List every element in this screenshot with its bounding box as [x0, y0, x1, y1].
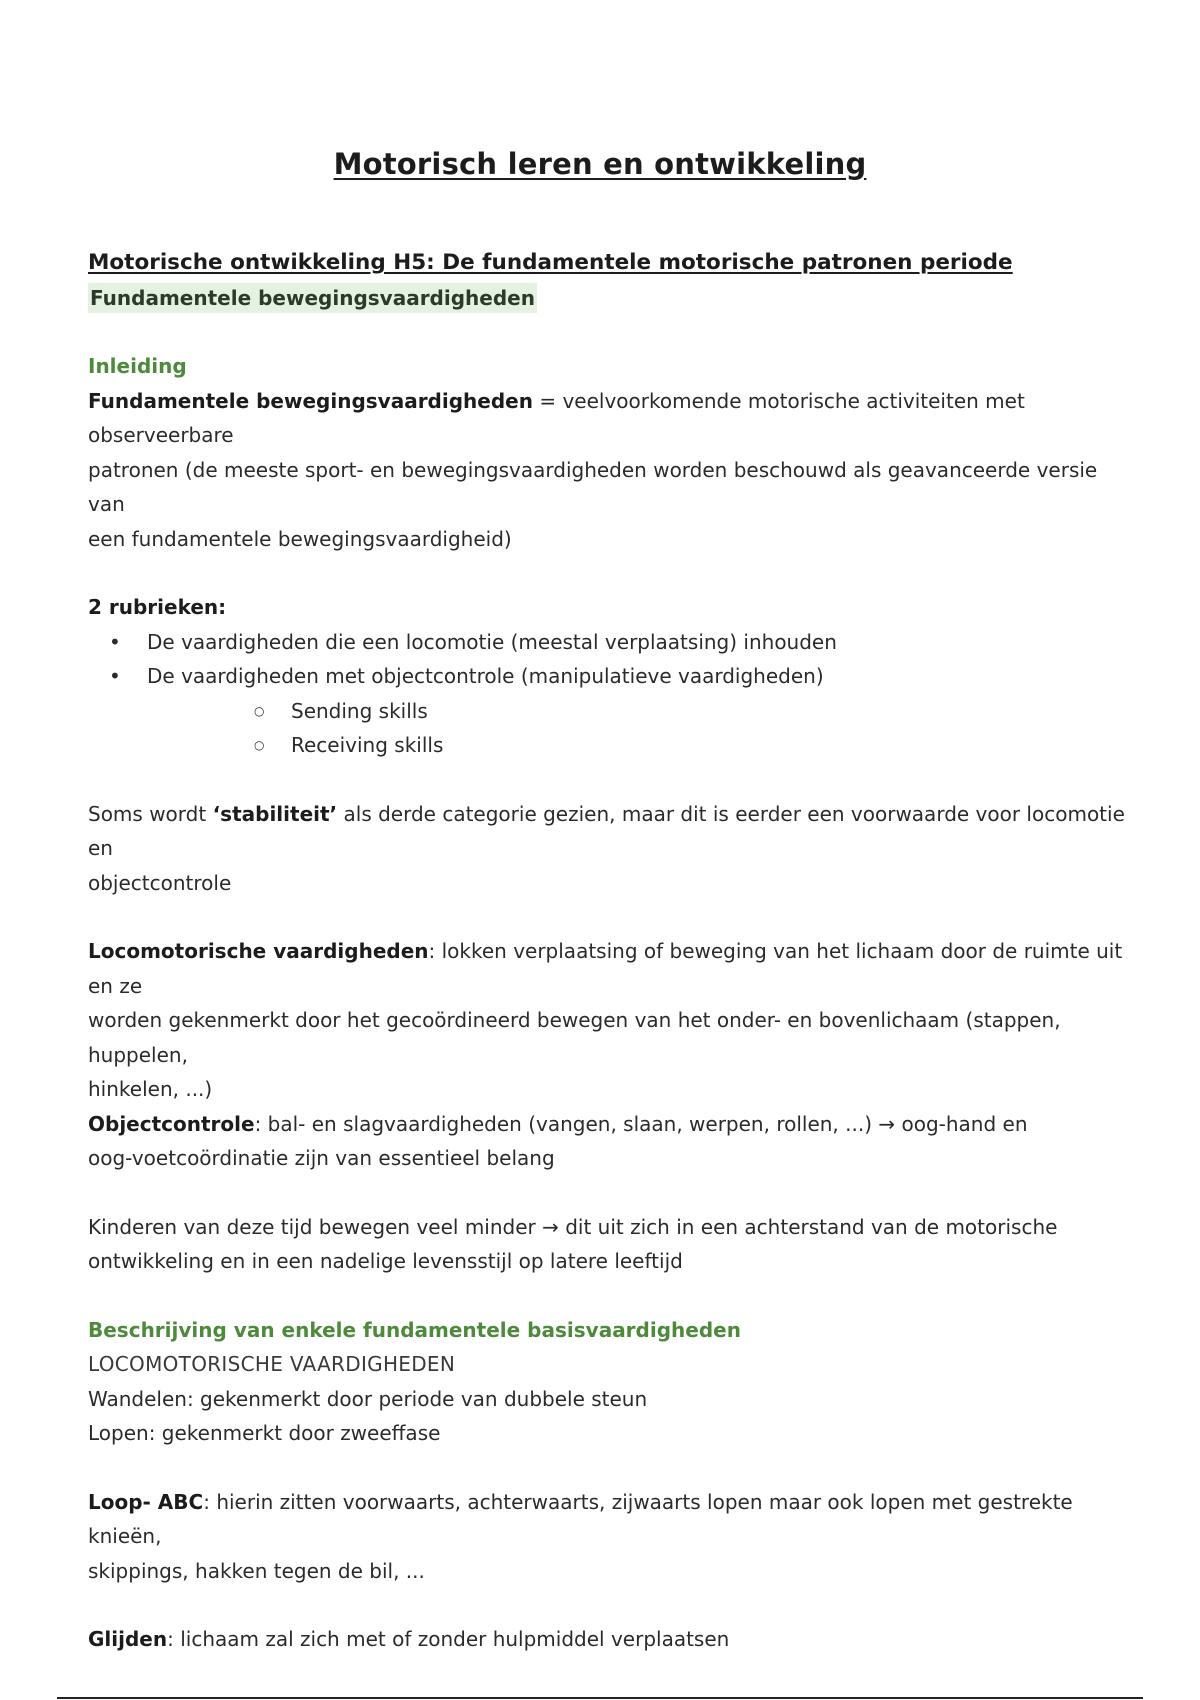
locomotorische-subheading: LOCOMOTORISCHE VAARDIGHEDEN	[88, 1352, 456, 1376]
page-title: Motorisch leren en ontwikkeling	[333, 147, 867, 181]
glijden-paragraph: Glijden: lichaam zal zich met of zonder hulpmiddel verplaatsen	[88, 1627, 730, 1651]
loop-abc-line-2: skippings, hakken tegen de bil, ...	[88, 1558, 425, 1583]
beschrijving-heading: Beschrijving van enkele fundamentele basisvaardigheden	[88, 1317, 741, 1342]
list-item: • De vaardigheden met objectcontrole (manipulatieve vaardigheden)	[88, 659, 1138, 694]
definition-line-3: een fundamentele bewegingsvaardigheid)	[88, 526, 512, 551]
definition-paragraph: Fundamentele bewegingsvaardigheden = veelvoorkomende motorische activiteiten met observeerbare	[88, 388, 1025, 447]
locomotorisch-paragraph: Locomotorische vaardigheden: lokken verplaatsing of beweging van het lichaam door de ruimte uit en ze	[88, 939, 1123, 998]
lopen-line: Lopen: gekenmerkt door zweeffase	[88, 1421, 441, 1445]
wandelen-line: Wandelen: gekenmerkt door periode van dubbele steun	[88, 1386, 648, 1411]
locomotorisch-line-3: hinkelen, ...)	[88, 1077, 213, 1101]
definition-term: Fundamentele bewegingsvaardigheden	[88, 388, 533, 413]
locomotorisch-line-2: worden gekenmerkt door het gecoördineerd bewegen van het onder- en bovenlichaam (stappen, huppelen,	[88, 1008, 1061, 1067]
definition-line-2: patronen (de meeste sport- en bewegingsvaardigheden worden beschouwd als geavanceerde versie van	[88, 457, 1098, 516]
stabiliteit-line-2: objectcontrole	[88, 870, 232, 895]
section-highlight: Fundamentele bewegingsvaardigheden	[88, 281, 1138, 316]
inleiding-heading: Inleiding	[88, 354, 187, 378]
kinderen-line-2: ontwikkeling en in een nadelige levensstijl op latere leeftijd	[88, 1249, 683, 1273]
rubrieken-heading: 2 rubrieken:	[88, 595, 227, 619]
sub-list-item: ○ Sending skills	[88, 694, 1138, 729]
stabiliteit-paragraph: Soms wordt ‘stabiliteit’ als derde categorie gezien, maar dit is eerder een voorwaarde voor locomotie en	[88, 801, 1125, 860]
kinderen-paragraph: Kinderen van deze tijd bewegen veel minder → dit uit zich in een achterstand van de motorische	[88, 1214, 1058, 1239]
objectcontrole-paragraph: Objectcontrole: bal- en slagvaardigheden (vangen, slaan, werpen, rollen, ...) → oog-hand en	[88, 1111, 1028, 1136]
list-item: • De vaardigheden die een locomotie (meestal verplaatsing) inhouden	[88, 625, 1138, 660]
document-body	[88, 245, 1138, 1657]
objectcontrole-line-2: oog-voetcoördinatie zijn van essentieel belang	[88, 1146, 555, 1170]
loop-abc-paragraph: Loop- ABC: hierin zitten voorwaarts, achterwaarts, zijwaarts lopen maar ook lopen met gestrekte knieën,	[88, 1489, 1073, 1548]
page-bottom-divider	[57, 1697, 1143, 1699]
chapter-heading: Motorische ontwikkeling H5: De fundamentele motorische patronen periode	[88, 250, 1013, 275]
sub-list-item: ○ Receiving skills	[88, 728, 1138, 763]
